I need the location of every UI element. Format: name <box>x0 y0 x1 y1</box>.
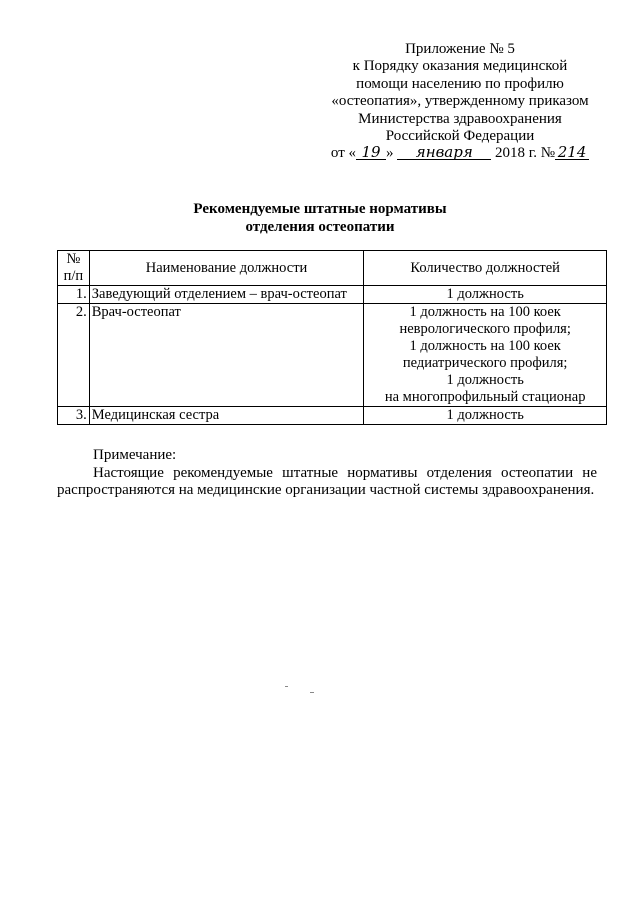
year-text: 2018 г. № <box>495 145 556 162</box>
appendix-line: «остеопатия», утвержденному приказом <box>331 93 589 110</box>
title-line: отделения остеопатии <box>245 219 395 235</box>
appendix-line: Приложение № 5 <box>405 41 515 57</box>
table-header-row <box>58 251 607 286</box>
appendix-header <box>325 41 595 163</box>
note-text: Настоящие рекомендуемые штатные нормативы отделения остеопатии не распространяются на медицинские организации частной системы здравоохранения. <box>57 464 597 498</box>
row-name: Заведующий отделением – врач-остеопат <box>89 286 364 304</box>
table-row <box>58 304 607 407</box>
appendix-line: помощи населению по профилю <box>356 75 564 92</box>
row-num: 3. <box>58 407 90 425</box>
table-row <box>58 407 607 425</box>
scan-speck <box>310 692 314 693</box>
row-num: 2. <box>58 304 90 407</box>
staffing-table <box>57 250 607 425</box>
qty-line: 1 должность на 100 коек <box>409 304 561 320</box>
qty-line: 1 должность <box>446 286 524 302</box>
order-date-line <box>325 145 595 162</box>
row-qty <box>364 304 607 407</box>
header-name: Наименование должности <box>89 251 364 286</box>
qty-line: 1 должность <box>446 372 524 388</box>
qty-line: на многопрофильный стационар <box>384 389 586 405</box>
date-mid: » <box>386 145 394 162</box>
appendix-line: Российской Федерации <box>385 128 535 145</box>
qty-line: 1 должность <box>446 407 524 423</box>
qty-line: неврологического профиля; <box>399 321 571 337</box>
row-name: Врач-остеопат <box>89 304 364 407</box>
document-title <box>0 200 640 236</box>
header-num: № п/п <box>58 251 90 286</box>
row-qty <box>364 407 607 425</box>
title-line: Рекомендуемые штатные нормативы <box>193 201 447 217</box>
table-row <box>58 286 607 304</box>
handwritten-month: января <box>397 145 491 160</box>
note-section <box>57 447 597 500</box>
handwritten-day: 19 <box>356 145 386 160</box>
row-name: Медицинская сестра <box>89 407 364 425</box>
qty-line: педиатрического профиля; <box>402 355 568 371</box>
scan-speck <box>285 686 288 687</box>
appendix-line: к Порядку оказания медицинской <box>352 58 568 75</box>
appendix-line: Министерства здравоохранения <box>358 110 562 127</box>
handwritten-order-number: 214 <box>555 145 589 160</box>
header-qty: Количество должностей <box>364 251 607 286</box>
row-num: 1. <box>58 286 90 304</box>
date-prefix: от « <box>330 145 357 162</box>
row-qty <box>364 286 607 304</box>
qty-line: 1 должность на 100 коек <box>409 338 561 354</box>
note-label: Примечание: <box>93 447 177 463</box>
